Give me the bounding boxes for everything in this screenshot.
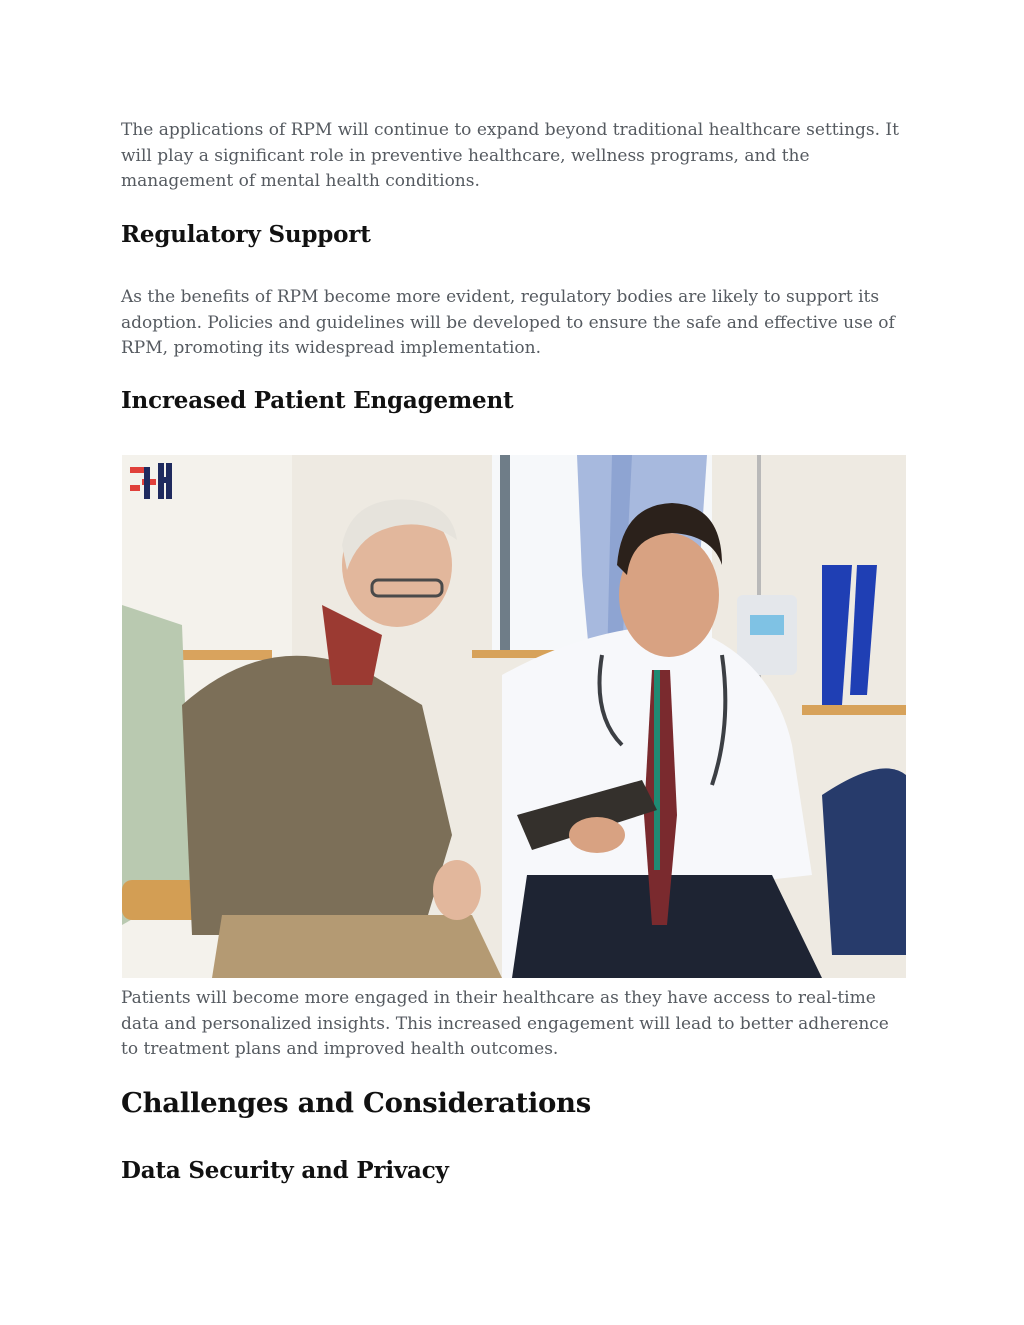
heading-increased-patient-engagement: Increased Patient Engagement: [121, 387, 514, 414]
heading-regulatory-support: Regulatory Support: [121, 221, 371, 248]
patient-engagement-paragraph: Patients will become more engaged in their healthcare as they have access to real-time data and personalized insights. This increased engagement will lead to better adherence to treatment plans and improved health outcomes.: [121, 988, 889, 1059]
heading-data-security-and-privacy: Data Security and Privacy: [121, 1157, 449, 1184]
photo-chair: [122, 605, 192, 925]
intro-paragraph: The applications of RPM will continue to expand beyond traditional healthcare settings. It will play a significant role in preventive healthcare, wellness programs, and the management of mental health conditions.: [121, 120, 899, 191]
regulatory-support-paragraph: As the benefits of RPM become more evident, regulatory bodies are likely to support its adoption. Policies and guidelines will be developed to ensure the safe and effective use of RPM, promoting its widespread implementation.: [121, 287, 895, 358]
heading-challenges-and-considerations: Challenges and Considerations: [121, 1087, 591, 1119]
doctor-patient-photo: [122, 455, 906, 978]
